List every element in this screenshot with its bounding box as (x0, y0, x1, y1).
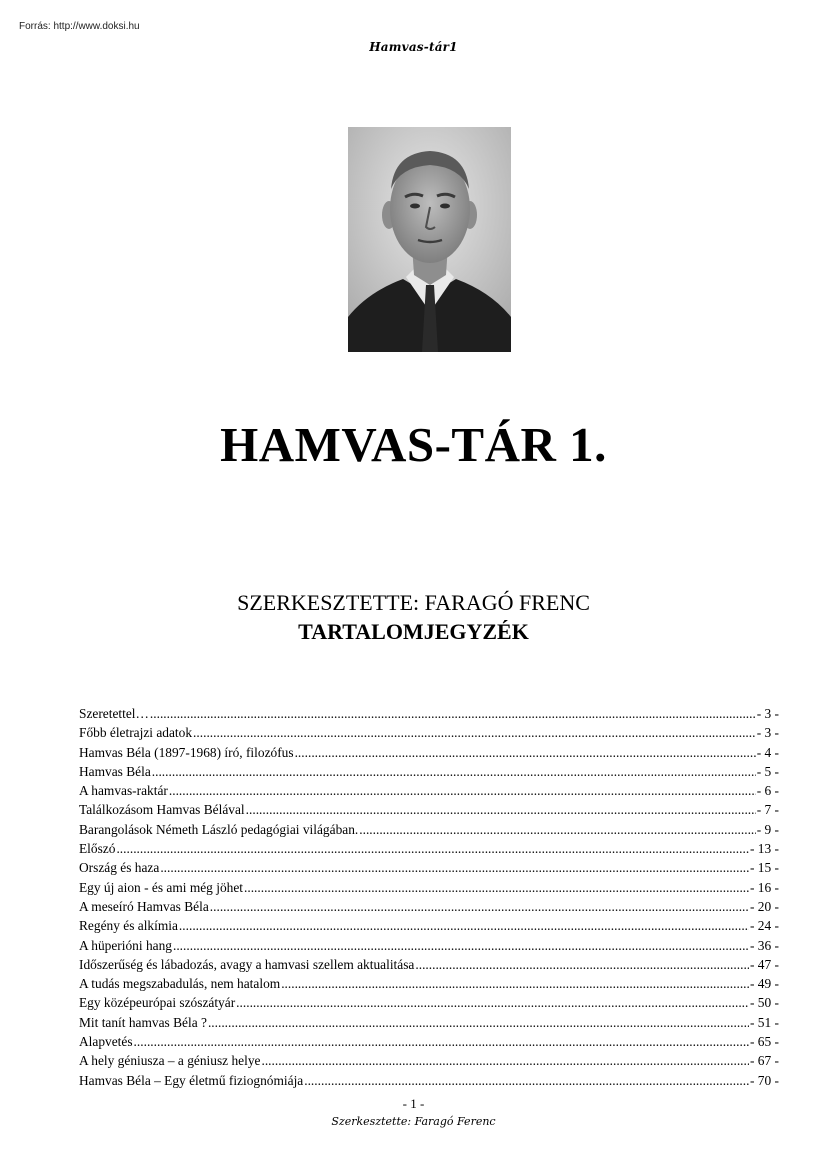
dot-leader (208, 1015, 749, 1031)
toc-entry-page: - 3 - (756, 725, 779, 741)
toc-entry[interactable] (79, 976, 779, 995)
toc-entry[interactable] (79, 841, 779, 860)
dot-leader (134, 1034, 749, 1050)
editor-line: SZERKESZTETTE: FARAGÓ FRENC (237, 590, 590, 615)
toc-entry[interactable] (79, 822, 779, 841)
dot-leader (193, 725, 756, 741)
dot-leader (244, 880, 749, 896)
toc-entry-page: - 36 - (749, 937, 779, 953)
page-number: - 1 - (402, 1096, 425, 1111)
toc-entry-title: Szeretettel… (79, 706, 149, 721)
toc-entry[interactable] (79, 1053, 779, 1072)
author-portrait (348, 127, 511, 352)
toc-entry[interactable] (79, 880, 779, 899)
toc-entry[interactable] (79, 918, 779, 937)
dot-leader (236, 995, 749, 1011)
toc-entry-page: - 24 - (749, 918, 779, 934)
toc-entry-page: - 50 - (749, 995, 779, 1011)
toc-entry[interactable] (79, 725, 779, 744)
toc-entry-title: Főbb életrajzi adatok (79, 725, 193, 741)
toc-entry[interactable] (79, 783, 779, 802)
toc-entry-title: A hely géniusza – a géniusz helye (79, 1053, 261, 1069)
toc-entry[interactable] (79, 938, 779, 957)
toc-entry-page: - 47 - (749, 956, 779, 972)
toc-entry-page: - 51 - (749, 1014, 779, 1030)
dot-leader (160, 860, 749, 876)
toc-entry-title: Hamvas Béla – Egy életmű fiziognómiája (79, 1072, 304, 1088)
toc-entry-title: Regény és alkímia (79, 918, 178, 934)
toc-entry-title: Időszerűség és lábadozás, avagy a hamvasi szellem aktualitása (79, 956, 415, 972)
dot-leader (150, 706, 756, 722)
toc-entry-page: - 49 - (749, 976, 779, 992)
toc-entry-title: Alapvetés (79, 1034, 133, 1050)
toc-entry-title: Előszó (79, 841, 116, 857)
table-of-contents (79, 706, 779, 1092)
dot-leader (152, 764, 756, 780)
toc-entry[interactable] (79, 802, 779, 821)
toc-entry-page: - 6 - (756, 783, 779, 799)
toc-entry-title: Barangolások Németh László pedagógiai világában. (79, 821, 359, 837)
toc-entry-title: Hamvas Béla (1897-1968) író, filozófus (79, 744, 294, 760)
toc-entry-title: Találkozásom Hamvas Bélával (79, 802, 245, 818)
dot-leader (169, 783, 756, 799)
toc-entry-page: - 7 - (756, 802, 779, 818)
toc-entry-page: - 70 - (749, 1072, 779, 1088)
toc-entry[interactable] (79, 745, 779, 764)
dot-leader (261, 1053, 749, 1069)
dot-leader (173, 938, 749, 954)
dot-leader (210, 899, 749, 915)
toc-entry-title: A hamvas-raktár (79, 783, 168, 799)
dot-leader (246, 802, 756, 818)
dot-leader (179, 918, 749, 934)
document-title: HAMVAS-TÁR 1. (220, 417, 607, 472)
toc-entry-title: Egy középeurópai szószátyár (79, 995, 236, 1011)
dot-leader (295, 745, 756, 761)
toc-entry[interactable] (79, 899, 779, 918)
toc-entry[interactable] (79, 1073, 779, 1092)
running-header: Hamvas-tár1 (369, 40, 458, 54)
toc-entry[interactable] (79, 764, 779, 783)
toc-entry[interactable] (79, 860, 779, 879)
toc-entry-page: - 9 - (756, 821, 779, 837)
toc-entry-title: Hamvas Béla (79, 763, 151, 779)
toc-entry-title: Mit tanít hamvas Béla ? (79, 1014, 207, 1030)
toc-entry[interactable] (79, 1015, 779, 1034)
dot-leader (281, 976, 749, 992)
toc-entry-title: A tudás megszabadulás, nem hatalom (79, 976, 281, 992)
dot-leader (359, 822, 755, 838)
dot-leader (415, 957, 749, 973)
toc-entry[interactable] (79, 995, 779, 1014)
toc-entry-page: - 65 - (749, 1034, 779, 1050)
toc-entry-page: - 15 - (749, 860, 779, 876)
toc-entry[interactable] (79, 706, 779, 725)
toc-entry-page: - 4 - (756, 744, 779, 760)
toc-entry-page: - 3 - (756, 706, 779, 721)
toc-entry-page: - 13 - (749, 841, 779, 857)
toc-entry-title: Egy új aion - és ami még jöhet (79, 879, 243, 895)
dot-leader (304, 1073, 749, 1089)
dot-leader (116, 841, 749, 857)
toc-entry-title: Ország és haza (79, 860, 160, 876)
toc-entry-title: A meseíró Hamvas Béla (79, 898, 209, 914)
toc-entry-page: - 5 - (756, 763, 779, 779)
toc-entry-page: - 16 - (749, 879, 779, 895)
toc-entry[interactable] (79, 1034, 779, 1053)
toc-entry-title: A hüperióni hang (79, 937, 172, 953)
footer-editor: Szerkesztette: Faragó Ferenc (331, 1115, 496, 1128)
toc-entry-page: - 67 - (749, 1053, 779, 1069)
source-note: Forrás: http://www.doksi.hu (19, 21, 140, 32)
toc-entry[interactable] (79, 957, 779, 976)
toc-heading: TARTALOMJEGYZÉK (298, 619, 529, 644)
toc-entry-page: - 20 - (749, 898, 779, 914)
